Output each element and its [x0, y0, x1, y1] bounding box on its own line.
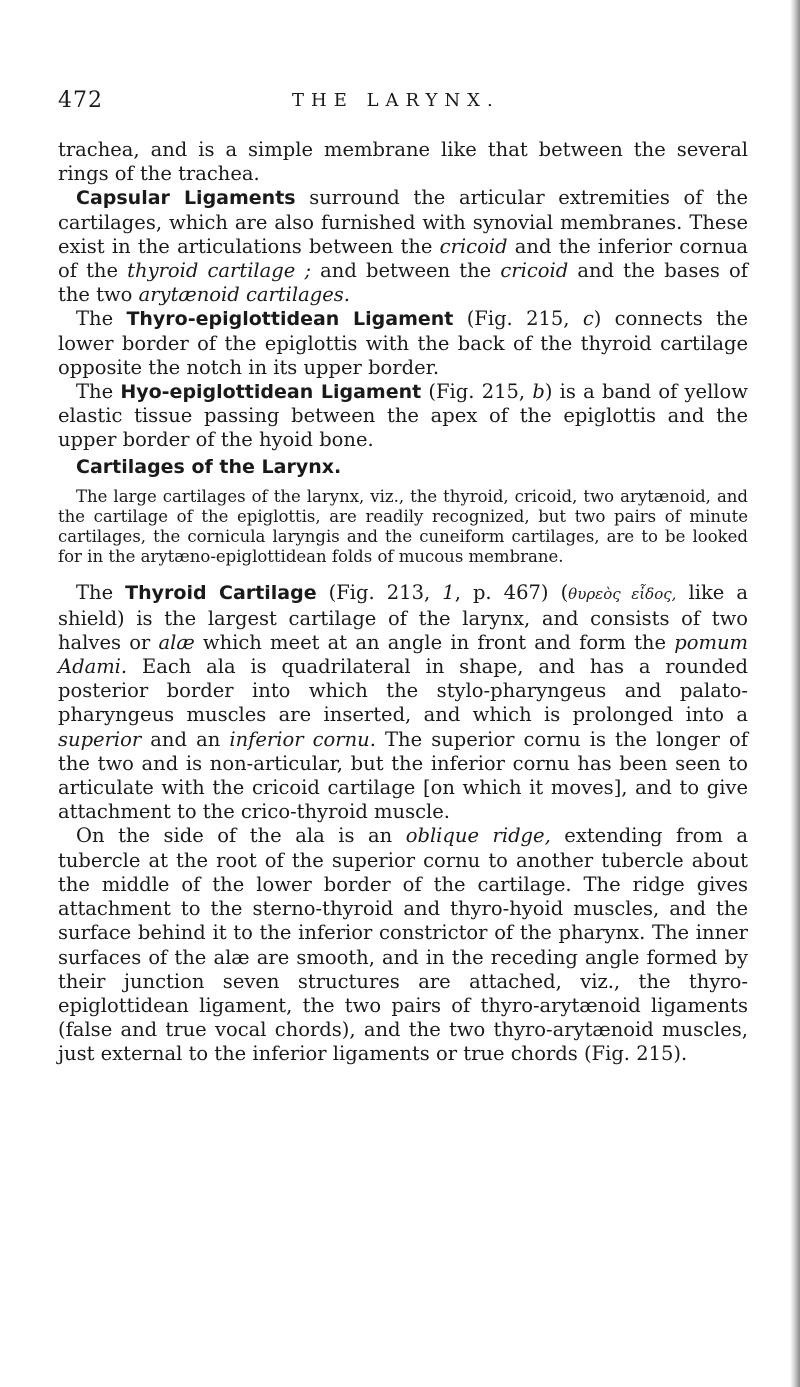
paragraph-small-print: The large cartilages of the larynx, viz., the thyroid, cricoid, two arytænoid, and the cartilage of the epiglottis, are readily recognized, but two pairs of minute cartilages, the cornicula laryngis and the cuneiform cartilages, are to be looked for in the arytæno-epiglottidean folds of mucous membrane.	[58, 486, 748, 567]
running-title: THE LARYNX.	[292, 90, 500, 111]
section-heading: Cartilages of the Larynx.	[76, 455, 342, 478]
paragraph-hyo-epiglottidean: The Hyo-epiglottidean Ligament (Fig. 215, b) is a band of yellow elastic tissue passing between the apex of the epiglottis and the upper border of the hyoid bone.	[58, 380, 748, 452]
heading-capsular-ligaments: Capsular Ligaments	[76, 187, 296, 210]
paragraph-thyro-epiglottidean: The Thyro-epiglottidean Ligament (Fig. 215, c) connects the lower border of the epiglottis with the back of the thyroid cartilage opposite the notch in its upper border.	[58, 307, 748, 379]
heading-thyro-epiglottidean: Thyro-epiglottidean Ligament	[126, 308, 454, 331]
running-head	[58, 88, 748, 118]
greek-etymology: θυρεὸς εἶδος,	[568, 585, 677, 604]
page-number: 472	[58, 88, 103, 113]
paragraph-trachea: trachea, and is a simple membrane like that between the several rings of the trachea.	[58, 138, 748, 186]
heading-hyo-epiglottidean: Hyo-epiglottidean Ligament	[120, 381, 422, 404]
heading-thyroid-cartilage: Thyroid Cartilage	[125, 582, 317, 605]
page-edge-shadow	[790, 0, 800, 1387]
book-page	[58, 88, 748, 1067]
paragraph-thyroid-cartilage: The Thyroid Cartilage (Fig. 213, 1, p. 467) (θυρεὸς εἶδος, like a shield) is the largest cartilage of the larynx, and consists of two halves or alæ which meet at an angle in front and form the pomum Adami. Each ala is quadrilateral in shape, and has a rounded posterior border into which the stylo-pharyngeus and palato-pharyngeus muscles are inserted, and which is prolonged into a superior and an inferior cornu. The superior cornu is the longer of the two and is non-articular, but the inferior cornu has been seen to articulate with the cricoid cartilage [on which it moves], and to give attachment to the crico-thyroid muscle.	[58, 581, 749, 824]
paragraph-oblique-ridge: On the side of the ala is an oblique ridge, extending from a tubercle at the root of the superior cornu to another tubercle about the middle of the lower border of the cartilage. The ridge gives attachment to the sterno-thyroid and thyro-hyoid muscles, and the surface behind it to the inferior constrictor of the pharynx. The inner surfaces of the alæ are smooth, and in the receding angle formed by their junction seven structures are attached, viz., the thyro-epiglottidean ligament, the two pairs of thyro-arytænoid ligaments (false and true vocal chords), and the two thyro-arytænoid muscles, just external to the inferior ligaments or true chords (Fig. 215).	[58, 824, 748, 1066]
paragraph-capsular-ligaments: Capsular Ligaments surround the articular extremities of the cartilages, which are also furnished with synovial membranes. These exist in the articulations between the cricoid and the inferior cornua of the thyroid cartilage ; and between the cricoid and the bases of the two arytænoid cartilages.	[58, 186, 749, 307]
